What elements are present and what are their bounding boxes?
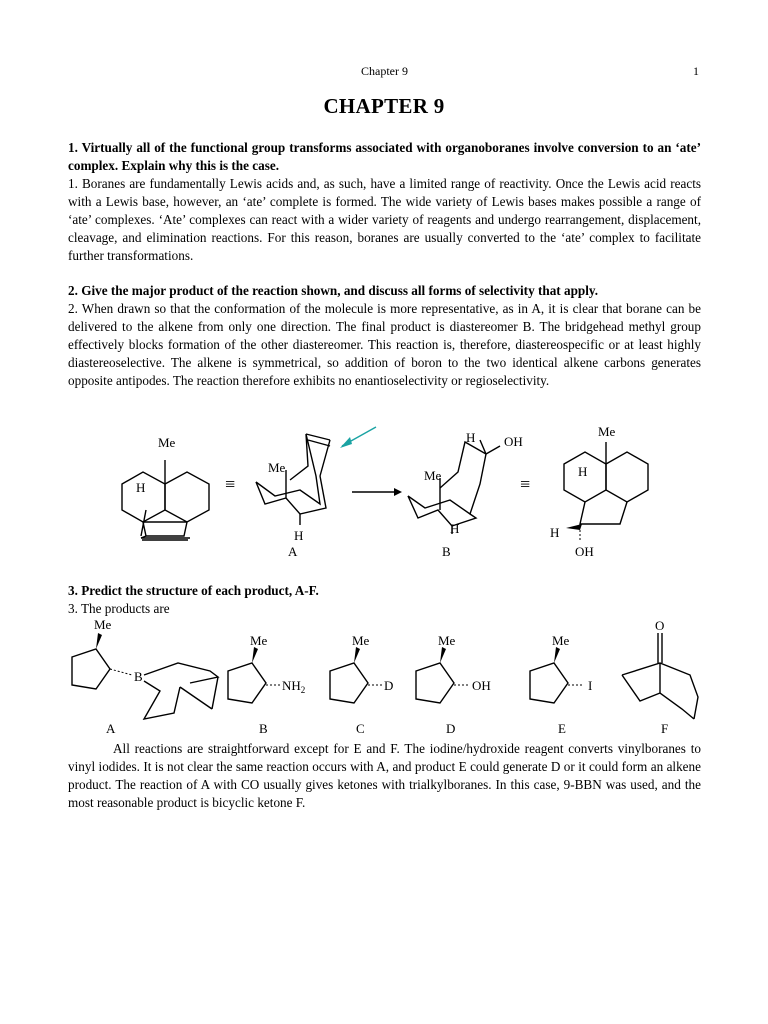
product-b xyxy=(228,633,305,736)
label-product-a: A xyxy=(106,721,116,736)
methyl-label: Me xyxy=(158,435,176,450)
methyl-label-pd: Me xyxy=(438,633,456,648)
answer-1: 1. Boranes are fundamentally Lewis acids and, as such, have a limited range of reactivity. Once the Lewis acid reacts with a Lewis base, however, an ‘ate’ complete is formed. The wide variety of Lewis bases makes possible a range of ‘ate’ complexes. ‘Ate’ complexes can react with a wider variety of reagents and undergo rearrangement, displacement, cleavage, and elimination reactions. For this reason, boranes are usually converted to the ‘ate’ complex to facilitate further transformations. xyxy=(68,176,701,263)
product-c xyxy=(330,633,393,736)
question-2: 2. Give the major product of the reaction shown, and discuss all forms of selectivity that apply. xyxy=(68,283,599,298)
answer-3: All reactions are straightforward except for E and F. The iodine/hydroxide reagent converts vinylboranes to vinyl iodides. It is not clear the same reaction occurs with A, and product E could generate D or it could form an alkene product. The reaction of A with CO usually gives ketones with trialkylboranes. In this case, 9-BBN was used, and the most reasonable product is bicyclic ketone F. xyxy=(68,741,701,810)
methyl-label-product: Me xyxy=(598,424,616,439)
answer-3-intro: 3. The products are xyxy=(68,601,170,616)
question-3: 3. Predict the structure of each product, A-F. xyxy=(68,583,319,598)
equivalence-sign-2: ≡ xyxy=(520,474,531,494)
product-structure xyxy=(550,424,648,559)
hydrogen-label-b-top: H xyxy=(466,430,476,445)
product-e xyxy=(530,633,592,736)
methyl-label-pb: Me xyxy=(250,633,268,648)
boron-label: B xyxy=(134,669,143,684)
label-product-e: E xyxy=(558,721,566,736)
hydroxyl-label-pd: OH xyxy=(472,678,491,693)
equivalence-sign: ≡ xyxy=(225,474,236,494)
label-product-d: D xyxy=(446,721,456,736)
hydroxyl-label-product: OH xyxy=(575,544,594,559)
hydrogen-label-product: H xyxy=(578,464,588,479)
methyl-label-pc: Me xyxy=(352,633,370,648)
hydrogen-label: H xyxy=(136,480,146,495)
methyl-label-a: Me xyxy=(268,460,286,475)
hydroxyl-label-b: OH xyxy=(504,434,523,449)
amine-label: $NH_2$ xyxy=(282,678,306,695)
running-title: Chapter 9 xyxy=(361,64,408,78)
answer-2: 2. When drawn so that the conformation of the molecule is more representative, as in A, it is clear that borane can be delivered to the alkene from only one direction. The final product is diastereomer B. The bridgehead methyl group effectively blocks formation of the other diastereomer. This reaction is, therefore, diastereospecific or at least highly diastereoselective. The alkene is symmetrical, so addition of boron to the two identical alkene carbons generates opposite antipodes. The reaction therefore exhibits no enantioselectivity or regioselectivity. xyxy=(68,301,701,388)
products-scheme xyxy=(0,615,768,740)
methyl-label-pe: Me xyxy=(552,633,570,648)
product-f xyxy=(622,618,698,736)
oxygen-label: O xyxy=(655,618,665,633)
structure-a xyxy=(256,427,376,559)
reaction-scheme xyxy=(0,420,768,580)
methyl-label-pa: Me xyxy=(94,617,112,632)
chapter-title: CHAPTER 9 xyxy=(323,94,445,118)
hydrogen-label-product-2: H xyxy=(550,525,560,540)
label-product-c: C xyxy=(356,721,365,736)
hydrogen-label-a: H xyxy=(294,528,304,543)
page-number: 1 xyxy=(693,64,699,78)
hydrogen-label-b: H xyxy=(450,521,460,536)
label-product-f: F xyxy=(661,721,669,736)
label-a: A xyxy=(288,544,298,559)
product-d xyxy=(416,633,491,736)
starting-material-structure xyxy=(122,435,209,540)
structure-b xyxy=(408,430,523,559)
deuterium-label: D xyxy=(384,678,394,693)
label-product-b: B xyxy=(259,721,268,736)
product-a xyxy=(72,617,218,736)
iodine-label: I xyxy=(588,678,593,693)
label-b: B xyxy=(442,544,451,559)
question-1: 1. Virtually all of the functional group transforms associated with organoboranes involve conversion to an ‘ate’ complex. Explain why this is the case. xyxy=(68,140,701,173)
methyl-label-b: Me xyxy=(424,468,442,483)
